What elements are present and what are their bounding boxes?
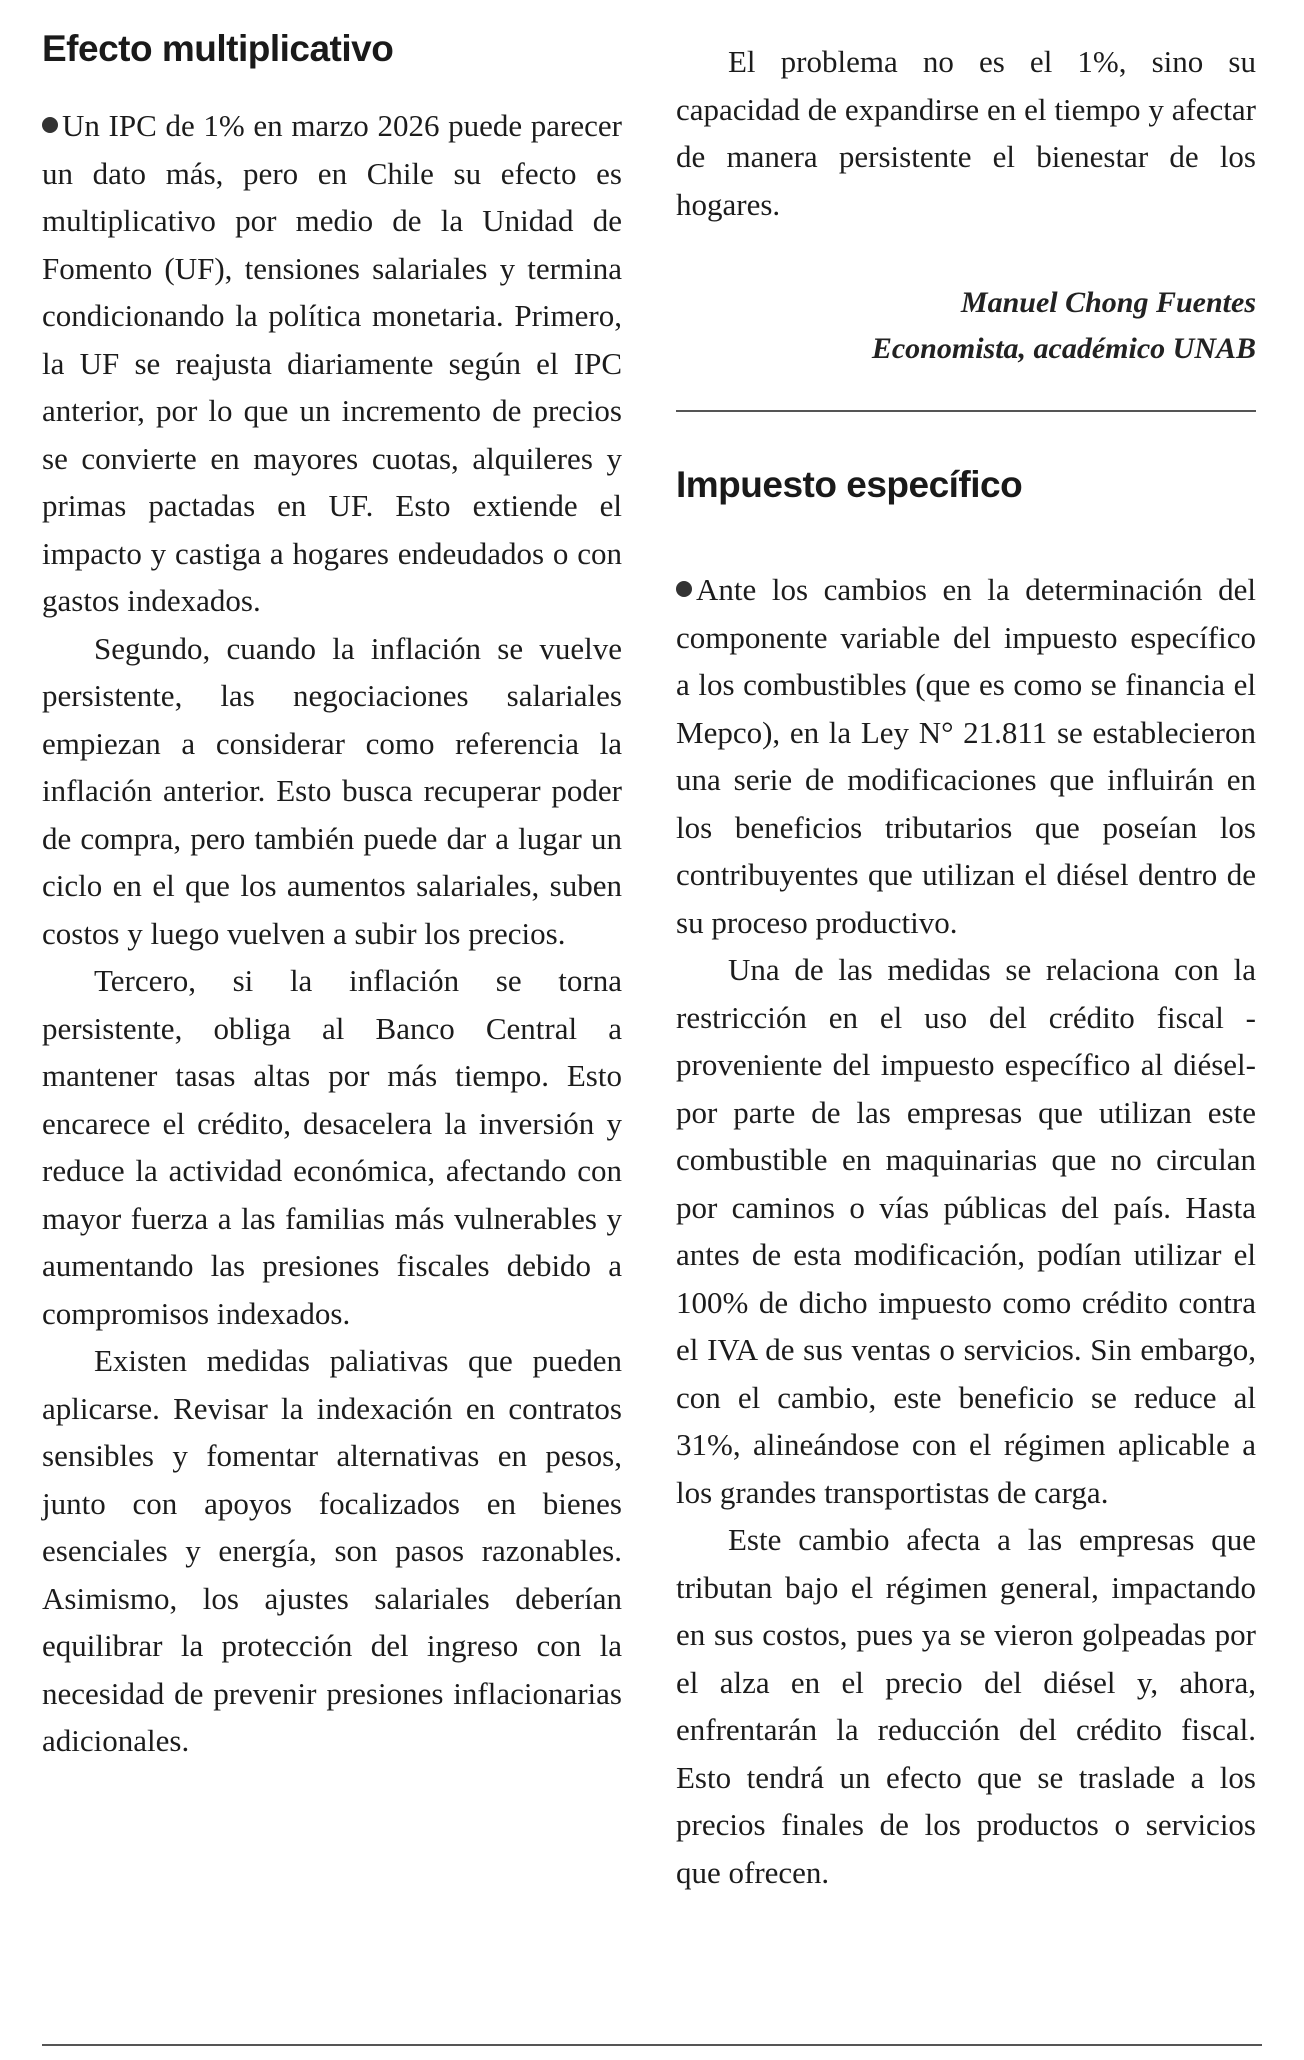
right-article-title: Impuesto específico bbox=[676, 464, 1023, 505]
right-article-body bbox=[676, 566, 1256, 1896]
left-paragraph-3: Tercero, si la inflación se torna persistente, obliga al Banco Central a mantener tasas altas por más tiempo. Esto encarece el crédito, desacelera la inversión y reduce la actividad económica, afectando con mayor fuerza a las familias más vulnerables y aumentando las presiones fiscales debido a compromisos indexados. bbox=[42, 963, 622, 1331]
right-paragraph-3: Este cambio afecta a las empresas que tributan bajo el régimen general, impactando en sus costos, pues ya se vieron golpeadas por el alza en el precio del diésel y, ahora, enfrentarán la reducción del crédito fiscal. Esto tendrá un efecto que se traslade a los precios finales de los productos o servicios que ofrecen. bbox=[676, 1522, 1256, 1890]
left-paragraph-1: Un IPC de 1% en marzo 2026 puede parecer un dato más, pero en Chile su efecto es multiplicativo por medio de la Unidad de Fomento (UF), tensiones salariales y termina condicionando la política monetaria. Primero, la UF se reajusta diariamente según el IPC anterior, por lo que un incremento de precios se convierte en mayores cuotas, alquileres y primas pactadas en UF. Esto extiende el impacto y castiga a hogares endeudados o con gastos indexados. bbox=[42, 108, 622, 618]
author-signature bbox=[872, 280, 1256, 372]
continuation-paragraph: El problema no es el 1%, sino su capacidad de expandirse en el tiempo y afectar de manera persistente el bienestar de los hogares. bbox=[676, 44, 1256, 222]
author-role: Economista, académico UNAB bbox=[871, 332, 1256, 365]
right-paragraph-2: Una de las medidas se relaciona con la restricción en el uso del crédito fiscal -proveniente del impuesto específico al diésel- por parte de las empresas que utilizan este combustible en maquinarias que no circulan por caminos o vías públicas del país. Hasta antes de esta modificación, podían utilizar el 100% de dicho impuesto como crédito contra el IVA de sus ventas o servicios. Sin embargo, con el cambio, este beneficio se reduce al 31%, alineándose con el régimen aplicable a los grandes transportistas de carga. bbox=[676, 952, 1256, 1510]
left-article-continuation bbox=[676, 38, 1256, 228]
left-paragraph-4: Existen medidas paliativas que pueden aplicarse. Revisar la indexación en contratos sensibles y fomentar alternativas en pesos, junto con apoyos focalizados en bienes esenciales y energía, son pasos razonables. Asimismo, los ajustes salariales deberían equilibrar la protección del ingreso con la necesidad de prevenir presiones inflacionarias adicionales. bbox=[42, 1343, 622, 1758]
bullet-icon bbox=[676, 581, 692, 597]
left-article-title: Efecto multiplicativo bbox=[42, 28, 394, 69]
right-paragraph-1: Ante los cambios en la determinación del componente variable del impuesto específico a los combustibles (que es como se financia el Mepco), en la Ley N° 21.811 se establecieron una serie de modificaciones que influirán en los beneficios tributarios que poseían los contribuyentes que utilizan el diésel dentro de su proceso productivo. bbox=[676, 572, 1256, 940]
bullet-icon bbox=[42, 117, 58, 133]
left-article-body bbox=[42, 102, 622, 1765]
bottom-rule bbox=[42, 2044, 1262, 2046]
left-paragraph-2: Segundo, cuando la inflación se vuelve persistente, las negociaciones salariales empiezan a considerar como referencia la inflación anterior. Esto busca recuperar poder de compra, pero también puede dar a lugar un ciclo en el que los aumentos salariales, suben costos y luego vuelven a subir los precios. bbox=[42, 630, 622, 951]
section-divider bbox=[676, 410, 1256, 412]
author-name: Manuel Chong Fuentes bbox=[960, 286, 1256, 319]
